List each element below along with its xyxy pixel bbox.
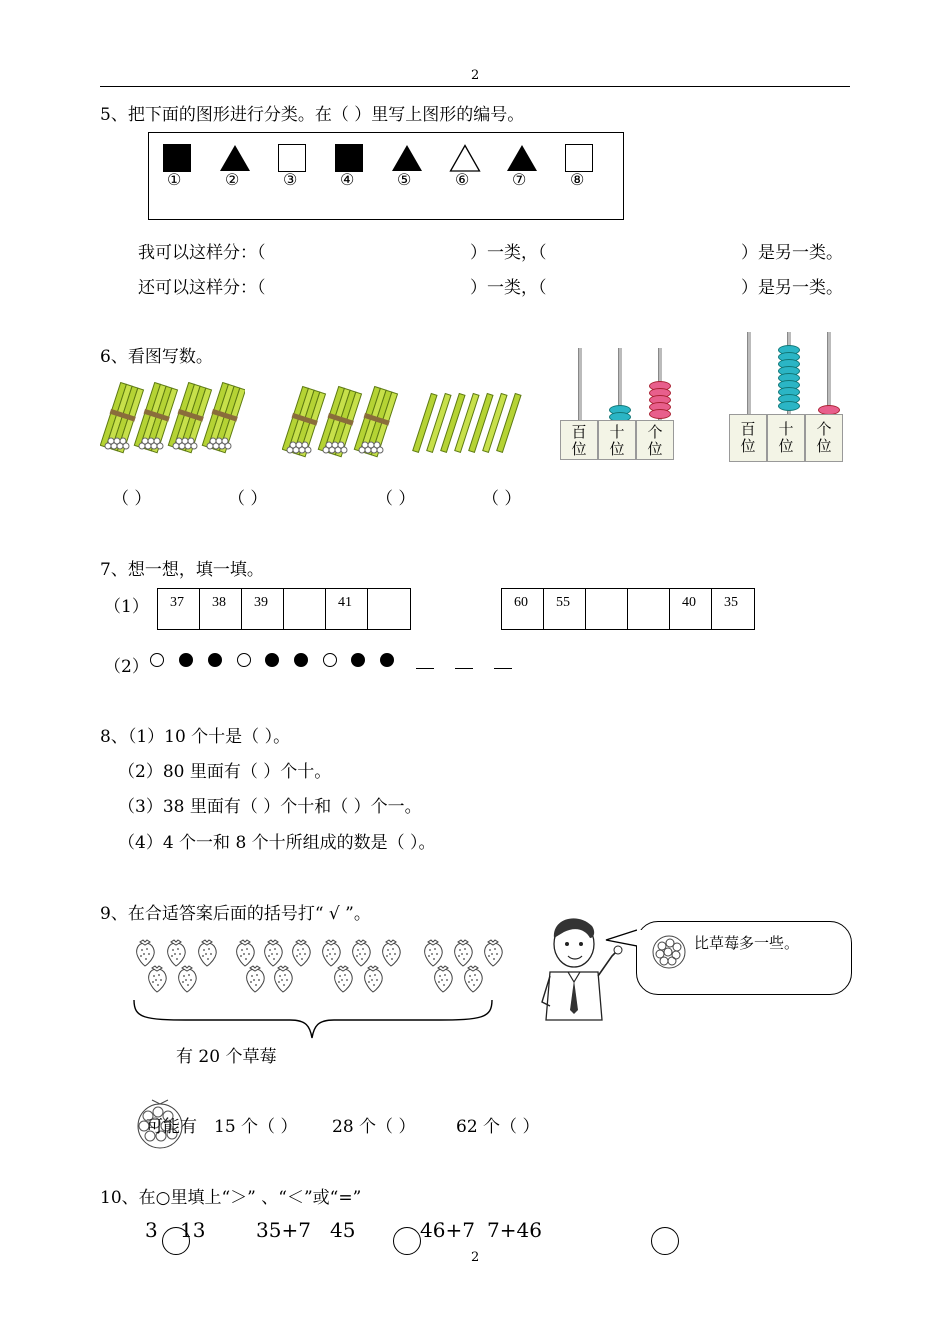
sequence-cell [368, 589, 410, 629]
sequence-cell [628, 589, 670, 629]
place-label: 位 [778, 437, 794, 455]
place-label: 位 [571, 440, 587, 458]
stick-bundles-and-sticks-illustration [282, 382, 522, 462]
q9-choice-1: 15 个（ ） [214, 1117, 298, 1137]
answer-blank [416, 668, 434, 669]
sequence-cell [586, 589, 628, 629]
sequence-cell: 55 [544, 589, 586, 629]
place-label: 位 [609, 440, 625, 458]
empty-dot-icon [323, 653, 337, 667]
header-rule [100, 86, 850, 87]
shape-number: ⑦ [512, 170, 527, 189]
sequence-cell: 39 [242, 589, 284, 629]
q10-expr3-left: 46+7 [420, 1218, 475, 1242]
place-label: 十 [609, 423, 625, 441]
abacus-bead [778, 401, 800, 411]
q6-answer-4: （ ） [482, 489, 522, 509]
filled-triangle-icon [219, 144, 251, 172]
q7-title: 7、想一想，填一填。 [100, 560, 264, 580]
abacus-base [560, 420, 674, 460]
page-number-top: 2 [471, 68, 480, 83]
filled-dot-icon [294, 653, 308, 667]
answer-blank [494, 668, 512, 669]
q10-expr2-right: 45 [330, 1218, 356, 1242]
empty-square-icon [278, 144, 306, 172]
sequence-cell: 41 [326, 589, 368, 629]
shape-number: ② [225, 170, 240, 189]
filled-dot-icon [179, 653, 193, 667]
q9-title: 9、在合适答案后面的括号打“ √ ”。 [100, 904, 371, 924]
abacus-rod [747, 332, 751, 414]
q8-line3: （3）38 里面有（ ）个十和（ ）个一。 [118, 797, 422, 817]
filled-dot-icon [265, 653, 279, 667]
page-number-bottom: 2 [471, 1250, 480, 1265]
place-label: 个 [647, 423, 663, 441]
empty-square-icon [565, 144, 593, 172]
q9-choice-2: 28 个（ ） [332, 1117, 416, 1137]
q7-part1-label: （1） [104, 597, 149, 617]
empty-dot-icon [237, 653, 251, 667]
stick-bundles-illustration [100, 382, 245, 454]
empty-dot-icon [150, 653, 164, 667]
q10-expr3-right: 7+46 [487, 1218, 542, 1242]
raspberry-icon [650, 932, 688, 970]
bubble-text: 比草莓多一些。 [694, 934, 800, 952]
filled-dot-icon [351, 653, 365, 667]
place-label: 位 [740, 437, 756, 455]
q10-expr1-left: 3 [145, 1218, 158, 1242]
q7-part2-label: （2） [104, 657, 149, 677]
sequence-cell: 35 [724, 595, 738, 610]
shape-number: ① [167, 170, 182, 189]
q10-expr2-left: 35+7 [256, 1218, 311, 1242]
compare-circle-2[interactable] [393, 1227, 421, 1255]
shape-number: ⑥ [455, 170, 470, 189]
shape-number: ⑧ [570, 170, 585, 189]
q9-choice-3: 62 个（ ） [456, 1117, 540, 1137]
sequence-cell: 40 [670, 589, 712, 629]
number-sequence-2 [501, 588, 755, 630]
shape-number: ⑤ [397, 170, 412, 189]
place-label: 位 [647, 440, 663, 458]
number-sequence-1 [157, 588, 411, 630]
place-label: 位 [816, 437, 832, 455]
q5-line2-a: 还可以这样分：（ [138, 278, 266, 298]
sequence-cell: 37 [158, 589, 200, 629]
filled-square-icon [335, 144, 363, 172]
q5-line1-c: ）是另一类。 [741, 243, 843, 263]
q6-title: 6、看图写数。 [100, 347, 213, 367]
q10-expr1-right: 13 [180, 1218, 206, 1242]
filled-square-icon [163, 144, 191, 172]
place-label: 百 [571, 423, 587, 441]
sequence-cell: 60 [502, 589, 544, 629]
q5-line1-b: ）一类，（ [470, 243, 547, 263]
abacus-rod [827, 332, 831, 414]
shape-number: ③ [283, 170, 298, 189]
strawberry-illustration [130, 935, 510, 997]
q9-choice-prefix: 可能有 [146, 1117, 197, 1137]
compare-circle-3[interactable] [651, 1227, 679, 1255]
abacus-bead [649, 409, 671, 419]
place-label: 个 [816, 420, 832, 438]
answer-blank [455, 668, 473, 669]
q8-line1: 8、（1）10 个十是（ ）。 [100, 727, 291, 747]
filled-dot-icon [380, 653, 394, 667]
curly-brace-icon [130, 996, 496, 1042]
filled-triangle-icon [391, 144, 423, 172]
q6-answer-2: （ ） [228, 489, 268, 509]
filled-dot-icon [208, 653, 222, 667]
sequence-cell: 38 [200, 589, 242, 629]
abacus-rod [578, 348, 582, 420]
empty-triangle-icon [449, 144, 481, 172]
q5-line1-a: 我可以这样分：（ [138, 243, 266, 263]
place-label: 十 [778, 420, 794, 438]
q6-answer-3: （ ） [376, 489, 416, 509]
q8-line2: （2）80 里面有（ ）个十。 [118, 762, 332, 782]
q6-answer-1: （ ） [112, 489, 152, 509]
brace-label: 有 20 个草莓 [176, 1047, 277, 1067]
compare-circle-1[interactable] [162, 1227, 190, 1255]
place-label: 百 [740, 420, 756, 438]
q8-line4: （4）4 个一和 8 个十所组成的数是（ ）。 [118, 833, 436, 853]
filled-triangle-icon [506, 144, 538, 172]
shape-number: ④ [340, 170, 355, 189]
q5-title: 5、把下面的图形进行分类。在（ ）里写上图形的编号。 [100, 105, 525, 125]
q10-title: 10、在○里填上“＞” 、“＜”或“=” [100, 1188, 362, 1208]
speech-bubble-tail [604, 928, 644, 950]
sequence-cell [284, 589, 326, 629]
q5-line2-c: ）是另一类。 [741, 278, 843, 298]
q5-line2-b: ）一类，（ [470, 278, 547, 298]
abacus-base [729, 414, 843, 462]
